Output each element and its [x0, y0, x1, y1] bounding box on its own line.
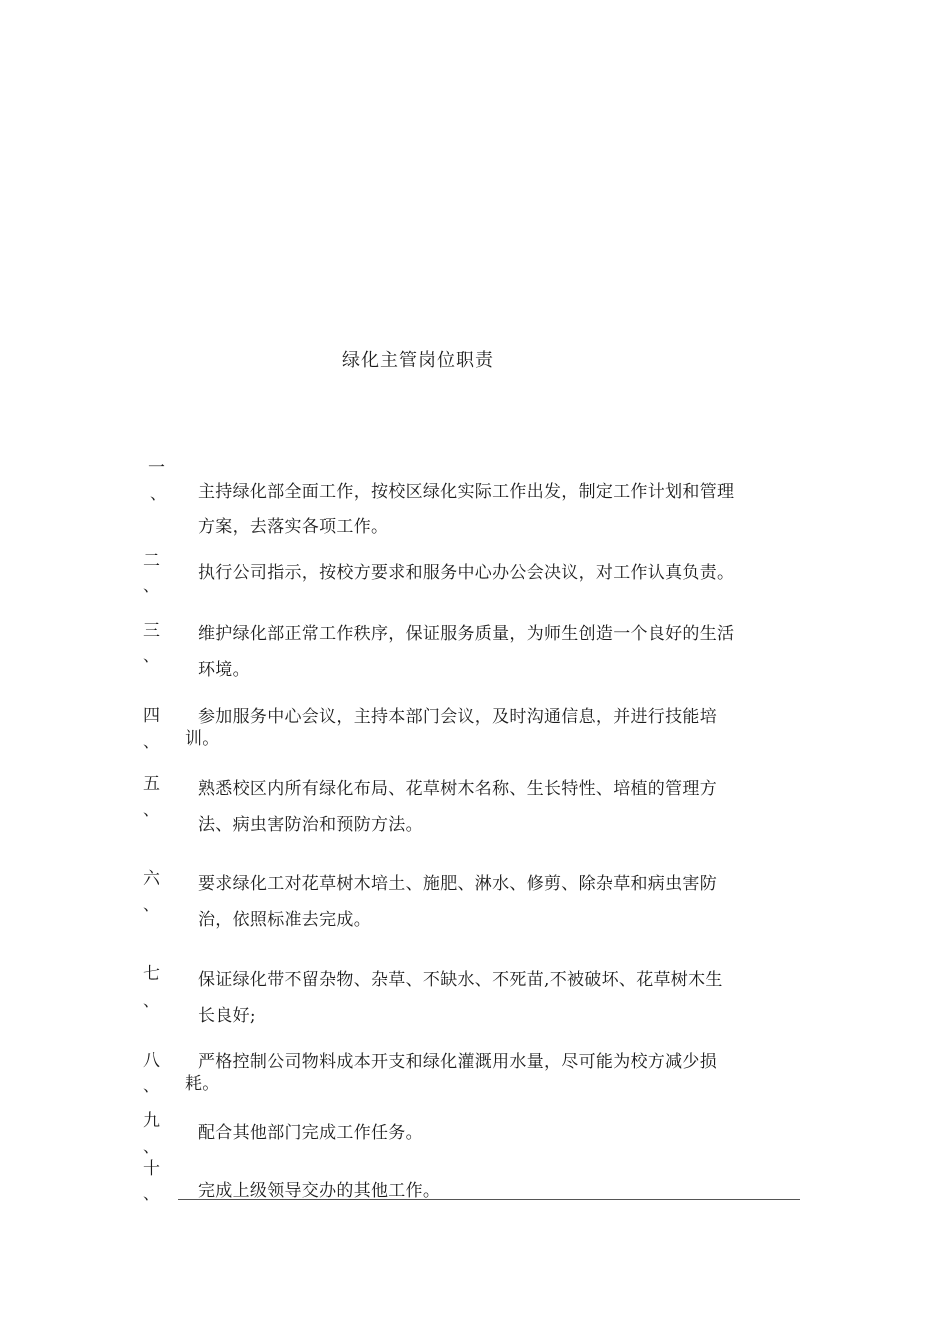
item-text-line: 主持绿化部全面工作，按校区绿化实际工作出发，制定工作计划和管理	[198, 482, 735, 502]
item-text-line: 维护绿化部正常工作秩序，保证服务质量，为师生创造一个良好的生活	[198, 624, 735, 644]
item-number: 七	[143, 964, 160, 984]
item-separator: 、	[143, 895, 160, 914]
item-text-line: 治，依照标准去完成。	[198, 910, 371, 930]
item-separator: 、	[150, 484, 167, 503]
bottom-rule	[178, 1199, 800, 1200]
item-separator: 、	[143, 800, 160, 819]
item-separator: 、	[143, 1076, 160, 1095]
item-separator: 、	[143, 646, 160, 665]
item-text-line: 方案，去落实各项工作。	[198, 517, 389, 537]
item-text-line: 法、病虫害防治和预防方法。	[198, 815, 423, 835]
item-text-line: 严格控制公司物料成本开支和绿化灌溉用水量，尽可能为校方减少损	[198, 1052, 717, 1072]
item-text-line: 完成上级领导交办的其他工作。	[198, 1181, 441, 1201]
item-text-line: 参加服务中心会议，主持本部门会议，及时沟通信息，并进行技能培	[198, 707, 717, 727]
item-text-line: 熟悉校区内所有绿化布局、花草树木名称、生长特性、培植的管理方	[198, 779, 717, 799]
item-number: 九	[143, 1111, 160, 1131]
item-separator: 、	[143, 732, 160, 751]
item-text-line: 保证绿化带不留杂物、杂草、不缺水、不死苗,不被破坏、花草树木生	[198, 970, 723, 990]
item-number: 五	[143, 774, 160, 794]
item-text-line: 耗。	[185, 1074, 220, 1094]
item-number: 一	[148, 458, 165, 478]
item-text-line: 训。	[185, 729, 220, 749]
item-text-line: 环境。	[198, 660, 250, 680]
item-separator: 、	[143, 576, 160, 595]
item-separator: 、	[143, 1137, 160, 1156]
item-text-line: 长良好;	[198, 1006, 256, 1026]
item-number: 四	[143, 706, 160, 726]
item-separator: 、	[143, 1184, 160, 1203]
item-text-line: 配合其他部门完成工作任务。	[198, 1123, 423, 1143]
item-number: 三	[143, 621, 160, 641]
item-text-line: 要求绿化工对花草树木培土、施肥、淋水、修剪、除杂草和病虫害防	[198, 874, 717, 894]
item-number: 十	[143, 1159, 160, 1179]
item-number: 八	[143, 1051, 160, 1071]
item-number: 二	[143, 551, 160, 571]
page-title: 绿化主管岗位职责	[342, 350, 494, 371]
item-text-line: 执行公司指示，按校方要求和服务中心办公会决议，对工作认真负责。	[198, 563, 735, 583]
item-separator: 、	[143, 991, 160, 1010]
item-number: 六	[143, 869, 160, 889]
